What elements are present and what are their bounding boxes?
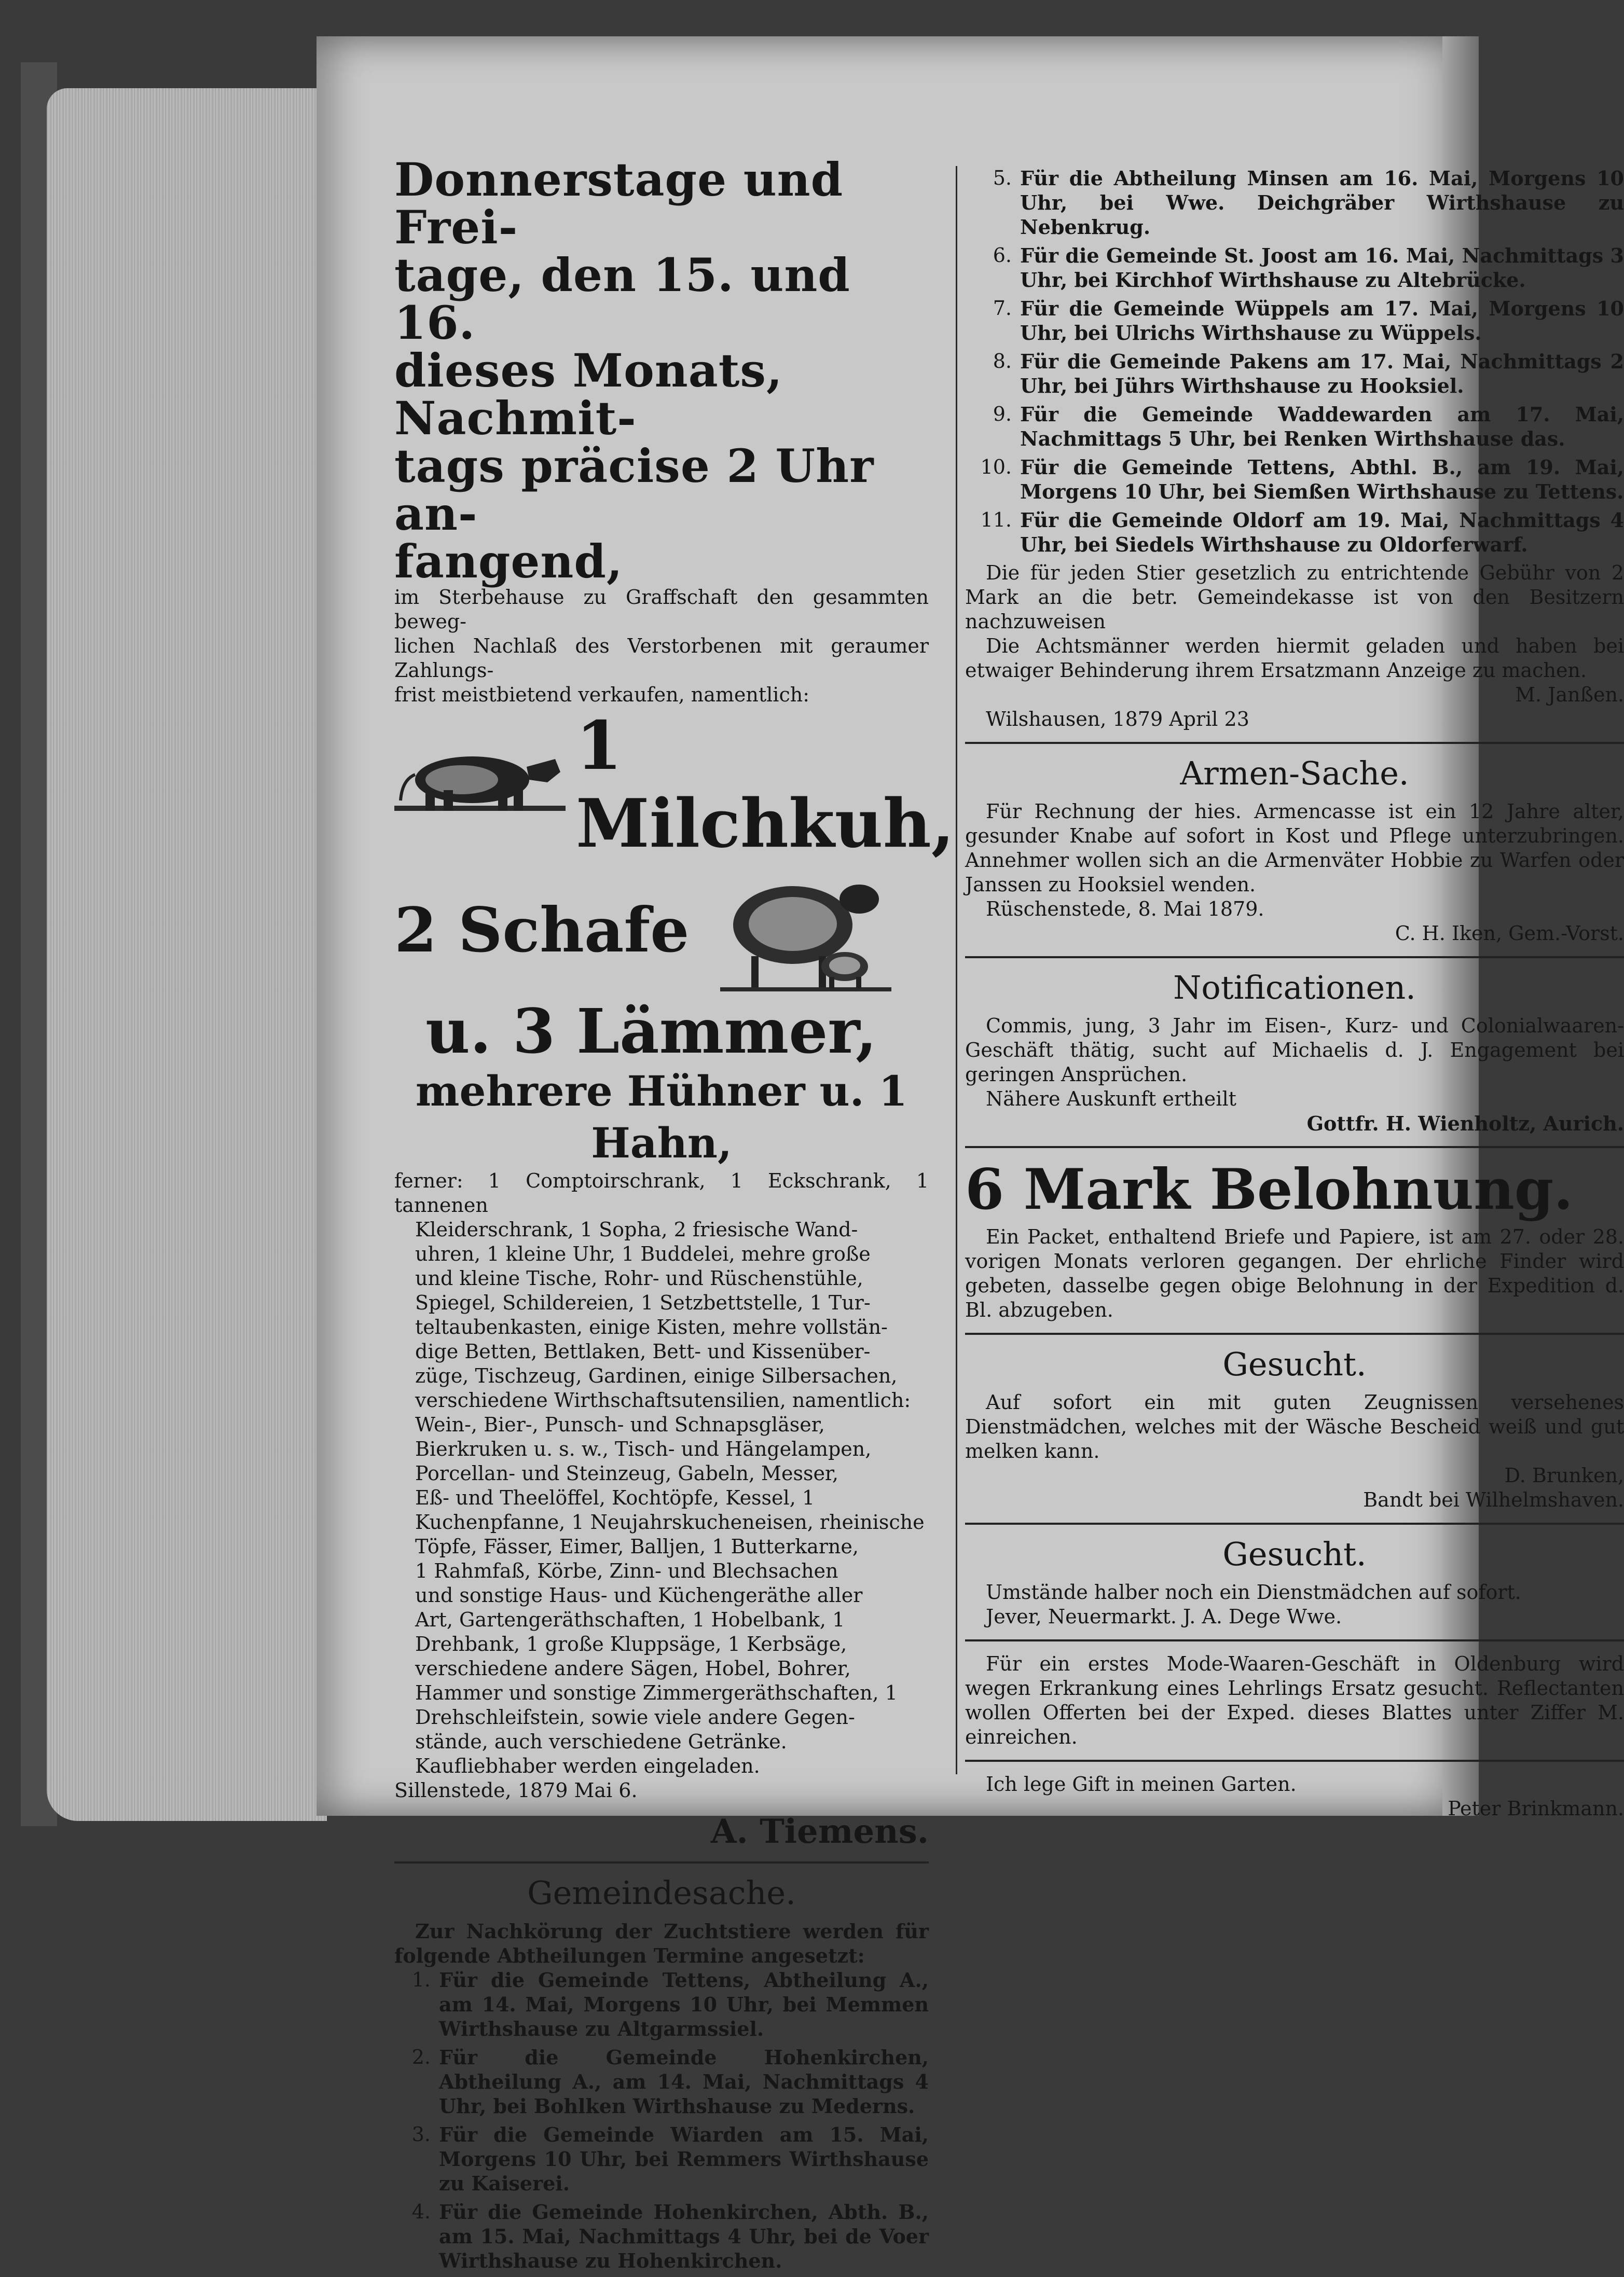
gemeinde-item-number: 9.	[993, 403, 1012, 425]
notificationen-title: Notificationen.	[1173, 969, 1416, 1006]
ferner-line: Kleiderschrank, 1 Sopha, 2 friesische Wand-	[415, 1218, 858, 1241]
gemeinde-item-text: Für die Gemeinde St. Joost am 16. Mai, Nachmittags 3 Uhr, bei Kirchhof Wirthshause zu Altebrücke.	[1020, 244, 1624, 292]
auction-date: Sillenstede, 1879 Mai 6.	[394, 1779, 638, 1802]
section-divider	[965, 1639, 1624, 1641]
ferner-line: verschiedene Wirthschaftsutensilien, namentlich:	[415, 1389, 911, 1412]
mode-waaren-text: Für ein erstes Mode-Waaren-Geschäft in Oldenburg wird wegen Erkrankung eines Lehrlings Ersatz gesucht. Reflectanten wollen Offerten bei der Exped. dieses Blattes unter Ziffer M. einreichen.	[965, 1652, 1624, 1748]
section-divider	[965, 1760, 1624, 1762]
ferner-line: teltaubenkasten, einige Kisten, mehre vollstän-	[415, 1316, 888, 1338]
ferner-line: 1 Rahmfaß, Körbe, Zinn- und Blechsachen	[415, 1560, 838, 1582]
gemeinde-item	[965, 402, 1624, 451]
gemeinde-item-text: Für die Abtheilung Minsen am 16. Mai, Morgens 10 Uhr, bei Wwe. Deichgräber Wirthshause zu Nebenkrug.	[1020, 167, 1624, 239]
gesucht-title: Gesucht.	[1222, 1345, 1367, 1383]
gemeinde-item-text: Für die Gemeinde Tettens, Abtheilung A., am 14. Mai, Morgens 10 Uhr, bei Memmen Wirthshause zu Altgarmssiel.	[439, 1968, 929, 2040]
ferner-line: und sonstige Haus- und Küchengeräthe aller	[415, 1584, 863, 1607]
auction-headline-3: dieses Monats, Nachmit-	[394, 343, 783, 445]
ferner-line: Hammer und sonstige Zimmergeräthschaften, 1	[415, 1681, 898, 1704]
gemeinde-item-text: Für die Gemeinde Tettens, Abthl. B., am 19. Mai, Morgens 10 Uhr, bei Siemßen Wirthshause zu Tettens.	[1020, 456, 1624, 503]
auction-headline-4: tags präcise 2 Uhr an-	[394, 439, 874, 541]
gemeinde-item-number: 1.	[411, 1968, 431, 1991]
ferner-line: und kleine Tische, Rohr- und Rüschenstühle,	[415, 1267, 863, 1290]
auction-signature: A. Tiemens.	[710, 1812, 929, 1851]
milchkuh-row	[394, 707, 955, 863]
ferner-line: verschiedene andere Sägen, Hobel, Bohrer,	[415, 1657, 851, 1680]
gift-signature: Peter Brinkmann.	[1448, 1797, 1624, 1820]
left-column	[394, 153, 955, 2277]
ferner-line: Art, Gartengeräthschaften, 1 Hobelbank, 1	[415, 1608, 845, 1631]
gesucht-text-2: Umstände halber noch ein Dienstmädchen auf sofort.	[986, 1581, 1521, 1604]
armen-sache-title: Armen-Sache.	[1180, 754, 1409, 792]
gemeinde-item	[965, 455, 1624, 504]
gemeinde-item	[394, 2122, 929, 2196]
gemeinde-item-number: 11.	[980, 508, 1012, 531]
gemeinde-item-text: Für die Gemeinde Wiarden am 15. Mai, Morgens 10 Uhr, bei Remmers Wirthshause zu Kaiserei.	[439, 2123, 929, 2195]
auction-headline-2: tage, den 15. und 16.	[394, 248, 850, 350]
gemeinde-item-text: Für die Gemeinde Waddewarden am 17. Mai, Nachmittags 5 Uhr, bei Renken Wirthshause das.	[1020, 403, 1624, 450]
ferner-line: züge, Tischzeug, Gardinen, einige Silbersachen,	[415, 1364, 898, 1387]
gemeinde-item	[965, 349, 1624, 398]
section-divider	[965, 956, 1624, 958]
section-divider	[394, 1861, 929, 1864]
gesucht-text: Auf sofort ein mit guten Zeugnissen versehenes Dienstmädchen, welches mit der Wäsche Bescheid weiß und gut melken kann.	[965, 1391, 1624, 1462]
ferner-line: Töpfe, Fässer, Eimer, Balljen, 1 Butterkarne,	[415, 1535, 859, 1558]
gemeinde-item-number: 6.	[993, 244, 1012, 267]
armen-sache-text: Für Rechnung der hies. Armencasse ist ein 12 Jahre alter, gesunder Knabe auf sofort in Kost und Pflege unterzubringen. Annehmer wollen sich an die Armenväter Hobbie zu Warfen oder Janssen zu Hooksiel wenden.	[965, 800, 1624, 896]
ferner-line: Drehschleifstein, sowie viele andere Gegen-	[415, 1706, 855, 1729]
ferner-line: uhren, 1 kleine Uhr, 1 Buddelei, mehre große	[415, 1243, 871, 1265]
gemeinde-item	[394, 2200, 929, 2273]
gemeinde-item	[394, 1968, 929, 2041]
sheep-illustration	[720, 863, 891, 998]
gesucht-signature-name: D. Brunken,	[1504, 1464, 1624, 1487]
achtsmaenner-signature: M. Janßen.	[1515, 683, 1624, 706]
item-schafe: 2 Schafe	[394, 894, 690, 966]
gemeinde-item-text: Für die Gemeinde Pakens am 17. Mai, Nachmittags 2 Uhr, bei Jührs Wirthshause zu Hooksiel.	[1020, 350, 1624, 397]
gemeinde-item-number: 2.	[411, 2046, 431, 2068]
auction-headline-1: Donnerstage und Frei-	[394, 153, 844, 254]
right-column	[965, 166, 1624, 1821]
gemeinde-item-text: Für die Gemeinde Hohenkirchen, Abth. B., am 15. Mai, Nachmittags 4 Uhr, bei de Voer Wirthshause zu Hohenkirchen.	[439, 2200, 929, 2272]
gemeinde-item-text: Für die Gemeinde Hohenkirchen, Abtheilung A., am 14. Mai, Nachmittags 4 Uhr, bei Bohlken Wirthshause zu Mederns.	[439, 2046, 929, 2118]
gift-text: Ich lege Gift in meinen Garten.	[986, 1773, 1297, 1796]
column-rule	[956, 166, 957, 1774]
schafe-row	[394, 863, 929, 998]
auction-intro-2: lichen Nachlaß des Verstorbenen mit geraumer Zahlungs-	[394, 634, 929, 682]
book-page-edges	[47, 88, 327, 1821]
newspaper-page	[316, 36, 1624, 2272]
achtsmaenner-date: Wilshausen, 1879 April 23	[986, 708, 1249, 730]
gemeinde-item-number: 8.	[993, 350, 1012, 372]
ferner-line: dige Betten, Bettlaken, Bett- und Kissenüber-	[415, 1340, 871, 1363]
gebuehr-text: Die für jeden Stier gesetzlich zu entrichtende Gebühr von 2 Mark an die betr. Gemeindekasse ist von den Besitzern nachzuweisen	[965, 561, 1624, 633]
armen-sache-date: Rüschenstede, 8. Mai 1879.	[986, 898, 1264, 920]
section-divider	[965, 1523, 1624, 1525]
gemeinde-item-number: 7.	[993, 297, 1012, 320]
gemeinde-item-number: 4.	[411, 2200, 431, 2223]
gemeinde-item-text: Für die Gemeinde Oldorf am 19. Mai, Nachmittags 4 Uhr, bei Siedels Wirthshause zu Oldorferwarf.	[1020, 508, 1624, 556]
item-laemmer: u. 3 Lämmer,	[425, 995, 877, 1067]
gemeinde-item-text: Für die Gemeinde Wüppels am 17. Mai, Morgens 10 Uhr, bei Ulrichs Wirthshause zu Wüppels.	[1020, 297, 1624, 344]
ferner-line: Wein-, Bier-, Punsch- und Schnapsgläser,	[415, 1413, 825, 1436]
gemeinde-item	[965, 508, 1624, 557]
section-divider	[965, 1333, 1624, 1335]
ferner-line: Bierkruken u. s. w., Tisch- und Hängelampen,	[415, 1438, 872, 1460]
gemeindesache-title: Gemeindesache.	[527, 1874, 796, 1912]
ferner-list	[394, 1169, 929, 1754]
gemeinde-item	[965, 166, 1624, 239]
ferner-line: Spiegel, Schildereien, 1 Setzbettstelle, 1 Tur-	[415, 1291, 871, 1314]
gemeinde-item	[394, 2045, 929, 2118]
gemeinde-item	[965, 296, 1624, 345]
ferner-line: stände, auch verschiedene Getränke.	[415, 1730, 787, 1753]
gemeindesache-intro: Zur Nachkörung der Zuchtstiere werden für folgende Abtheilungen Termine angesetzt:	[394, 1920, 929, 1967]
auction-intro-3: frist meistbietend verkaufen, namentlich:	[394, 683, 810, 706]
item-huehner: mehrere Hühner u. 1 Hahn,	[415, 1067, 908, 1167]
cow-illustration	[394, 743, 566, 826]
belohnung-title: 6 Mark Belohnung.	[965, 1157, 1573, 1222]
ferner-line: Porcellan- und Steinzeug, Gabeln, Messer,	[415, 1462, 838, 1485]
belohnung-text: Ein Packet, enthaltend Briefe und Papiere, ist am 27. oder 28. vorigen Monats verloren gegangen. Der ehrliche Finder wird gebeten, dasselbe gegen obige Belohnung in der Expedition d. Bl. abzugeben.	[965, 1225, 1624, 1321]
notificationen-signature: Gottfr. H. Wienholtz, Aurich.	[1306, 1112, 1624, 1135]
armen-sache-signature: C. H. Iken, Gem.-Vorst.	[1395, 922, 1624, 945]
notificationen-more: Nähere Auskunft ertheilt	[986, 1087, 1236, 1110]
ferner-line: Drehbank, 1 große Kluppsäge, 1 Kerbsäge,	[415, 1633, 847, 1655]
gemeinde-item-number: 3.	[411, 2123, 431, 2146]
gesucht-title-2: Gesucht.	[1222, 1535, 1367, 1573]
gesucht-signature-2: Jever, Neuermarkt. J. A. Dege Wwe.	[986, 1605, 1342, 1628]
achtsmaenner-text: Die Achtsmänner werden hiermit geladen und haben bei etwaiger Behinderung ihrem Ersatzmann Anzeige zu machen.	[965, 634, 1624, 682]
auction-headline-5: fangend,	[394, 534, 623, 588]
auction-intro-1: im Sterbehause zu Graffschaft den gesammten beweg-	[394, 586, 929, 633]
gemeinde-item-number: 10.	[980, 456, 1012, 478]
ferner-line: ferner: 1 Comptoirschrank, 1 Eckschrank, 1 tannenen	[394, 1169, 929, 1217]
gemeinde-item-number: 5.	[993, 167, 1012, 189]
notificationen-text: Commis, jung, 3 Jahr im Eisen-, Kurz- und Colonialwaaren-Geschäft thätig, sucht auf Michaelis d. J. Engagement bei geringen Ansprüchen.	[965, 1014, 1624, 1086]
gesucht-signature-place: Bandt bei Wilhelmshaven.	[1363, 1488, 1624, 1511]
section-divider	[965, 1146, 1624, 1148]
kaufliebhaber-line: Kaufliebhaber werden eingeladen.	[415, 1755, 760, 1777]
gemeinde-item	[965, 243, 1624, 292]
section-divider	[965, 742, 1624, 744]
item-milchkuh: 1 Milchkuh,	[576, 707, 955, 863]
ferner-line: Eß- und Theelöffel, Kochtöpfe, Kessel, 1	[415, 1486, 815, 1509]
ferner-line: Kuchenpfanne, 1 Neujahrskucheneisen, rheinische	[415, 1511, 925, 1534]
